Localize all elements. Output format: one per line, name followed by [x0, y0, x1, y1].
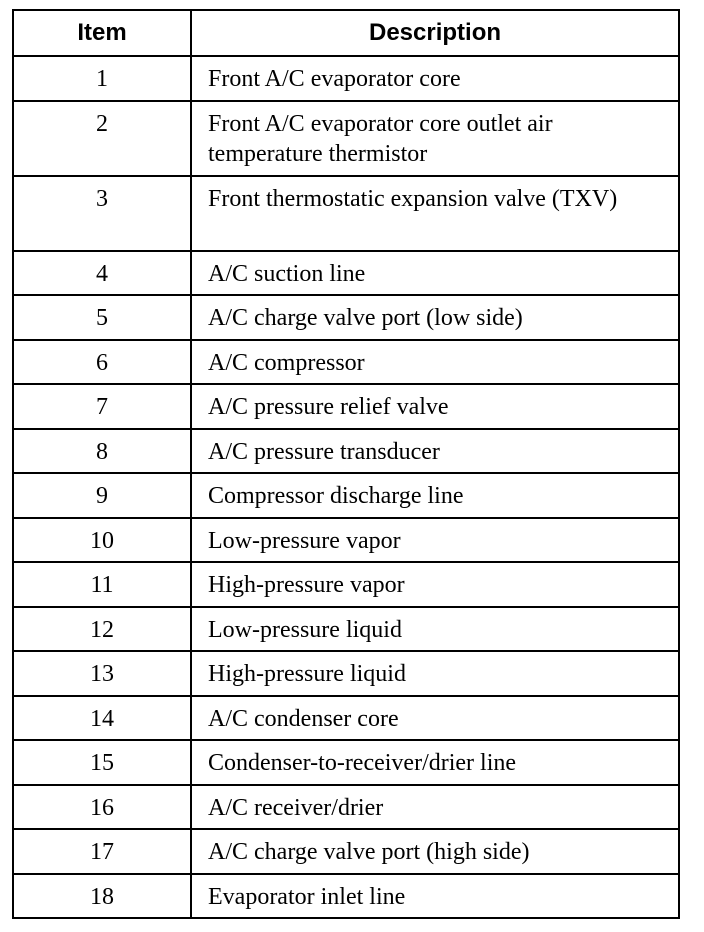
item-number: 4: [13, 251, 191, 296]
item-description: Front A/C evaporator core outlet air temperature thermistor: [191, 101, 679, 176]
item-number: 13: [13, 651, 191, 696]
item-description: A/C pressure relief valve: [191, 384, 679, 429]
table-row: [13, 384, 679, 429]
item-number: 11: [13, 562, 191, 607]
item-number: 15: [13, 740, 191, 785]
item-description: Evaporator inlet line: [191, 874, 679, 919]
item-number: 2: [13, 101, 191, 176]
item-description: A/C condenser core: [191, 696, 679, 741]
item-description: A/C charge valve port (high side): [191, 829, 679, 874]
table-row: [13, 101, 679, 176]
header-row: [13, 10, 679, 56]
item-number: 10: [13, 518, 191, 563]
item-number: 3: [13, 176, 191, 251]
item-description: A/C suction line: [191, 251, 679, 296]
table-row: [13, 429, 679, 474]
table-row: [13, 562, 679, 607]
table-row: [13, 696, 679, 741]
item-description: High-pressure liquid: [191, 651, 679, 696]
item-number: 8: [13, 429, 191, 474]
description-column-header: Description: [191, 10, 679, 56]
item-description: Compressor discharge line: [191, 473, 679, 518]
item-number: 5: [13, 295, 191, 340]
table-row: [13, 740, 679, 785]
item-number: 9: [13, 473, 191, 518]
table-row: [13, 785, 679, 830]
table-row: [13, 874, 679, 919]
table-row: [13, 607, 679, 652]
table-row: [13, 176, 679, 251]
table-row: [13, 295, 679, 340]
item-number: 14: [13, 696, 191, 741]
item-description: A/C compressor: [191, 340, 679, 385]
item-number: 1: [13, 56, 191, 101]
item-description: Front thermostatic expansion valve (TXV): [191, 176, 679, 251]
item-description: Low-pressure vapor: [191, 518, 679, 563]
item-description: A/C receiver/drier: [191, 785, 679, 830]
item-description: High-pressure vapor: [191, 562, 679, 607]
item-description: A/C charge valve port (low side): [191, 295, 679, 340]
table-row: [13, 251, 679, 296]
item-number: 12: [13, 607, 191, 652]
item-description: Front A/C evaporator core: [191, 56, 679, 101]
table-row: [13, 56, 679, 101]
item-number: 7: [13, 384, 191, 429]
table-row: [13, 651, 679, 696]
item-description: Condenser-to-receiver/drier line: [191, 740, 679, 785]
item-number: 16: [13, 785, 191, 830]
item-number: 17: [13, 829, 191, 874]
table-row: [13, 473, 679, 518]
item-number: 18: [13, 874, 191, 919]
item-description: A/C pressure transducer: [191, 429, 679, 474]
table-row: [13, 829, 679, 874]
table-row: [13, 518, 679, 563]
item-description: Low-pressure liquid: [191, 607, 679, 652]
item-column-header: Item: [13, 10, 191, 56]
table-row: [13, 340, 679, 385]
item-number: 6: [13, 340, 191, 385]
component-legend-table: [12, 9, 680, 919]
